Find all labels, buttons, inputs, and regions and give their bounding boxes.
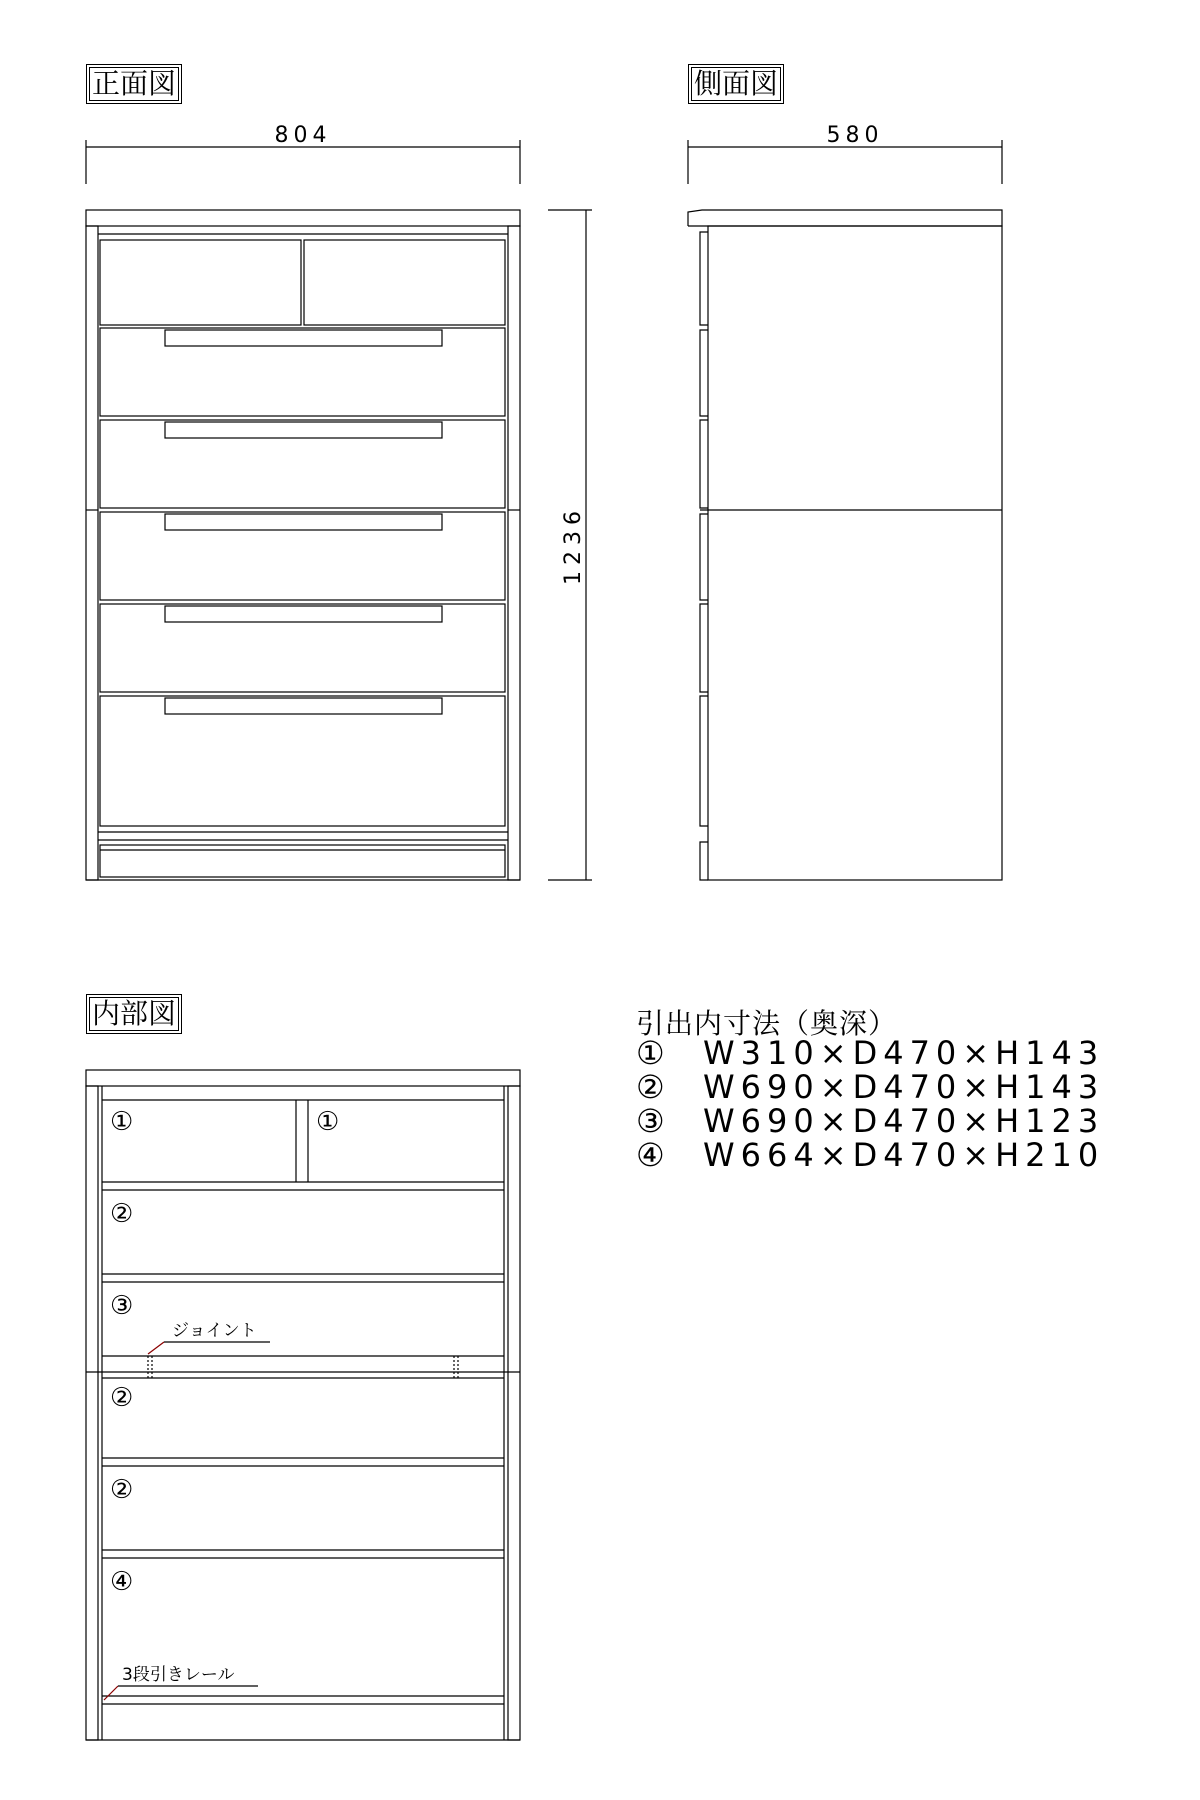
- front-handle-2: [165, 330, 442, 346]
- interior-view: [86, 1070, 520, 1740]
- int-top-board: [86, 1070, 520, 1086]
- marker-1a: ①: [110, 1107, 134, 1137]
- marker-1b: ①: [316, 1107, 340, 1137]
- front-drawer-5: [100, 604, 505, 692]
- interior-view-label-text: 内部図: [92, 997, 177, 1030]
- side-body: [708, 226, 1002, 880]
- front-view-label-text: 正面図: [92, 67, 177, 100]
- rail-callout-text: 3段引きレール: [122, 1665, 235, 1685]
- front-drawer-6: [100, 696, 505, 826]
- side-drawer-front-2: [700, 330, 708, 416]
- marker-3: ③: [110, 1291, 134, 1321]
- front-left-side: [86, 226, 98, 880]
- front-drawer-2: [100, 328, 505, 416]
- front-handle-3: [165, 422, 442, 438]
- spec-line-2: ② W690×D470×H143: [636, 1068, 1105, 1106]
- front-top-board: [86, 210, 520, 226]
- front-right-side: [508, 226, 520, 880]
- spec-title: 引出内寸法（奥深）: [636, 1007, 898, 1040]
- side-view: [688, 123, 1002, 880]
- front-handle-5: [165, 606, 442, 622]
- side-plinth-front: [700, 842, 708, 880]
- marker-2a: ②: [110, 1199, 134, 1229]
- joint-callout-text: ジョイント: [172, 1321, 257, 1341]
- int-left-side: [86, 1086, 98, 1740]
- front-drawer-3: [100, 420, 505, 508]
- side-view-label-text: 側面図: [694, 67, 779, 100]
- front-view: [86, 123, 592, 880]
- front-drawer-1b: [304, 240, 505, 325]
- front-drawer-1a: [100, 240, 301, 325]
- front-width-value: 804: [274, 123, 332, 148]
- height-value: 1236: [561, 505, 586, 585]
- marker-4: ④: [110, 1567, 134, 1597]
- spec-list: [636, 1036, 1104, 1172]
- side-drawer-front-5: [700, 604, 708, 692]
- spec-line-1: ① W310×D470×H143: [636, 1034, 1105, 1072]
- side-top-board: [688, 210, 1002, 226]
- int-right-side: [508, 1086, 520, 1740]
- side-depth-value: 580: [826, 123, 884, 148]
- front-handle-6: [165, 698, 442, 714]
- side-drawer-front-6: [700, 696, 708, 826]
- side-drawer-front-3: [700, 420, 708, 508]
- side-drawer-front-1: [700, 232, 708, 325]
- marker-2b: ②: [110, 1383, 134, 1413]
- side-drawer-front-4: [700, 514, 708, 600]
- front-handle-4: [165, 514, 442, 530]
- spec-line-3: ③ W690×D470×H123: [636, 1102, 1105, 1140]
- front-drawer-4: [100, 512, 505, 600]
- joint-leader: [148, 1342, 164, 1354]
- rail-leader: [104, 1686, 118, 1700]
- spec-line-4: ④ W664×D470×H210: [636, 1136, 1105, 1174]
- marker-2c: ②: [110, 1475, 134, 1505]
